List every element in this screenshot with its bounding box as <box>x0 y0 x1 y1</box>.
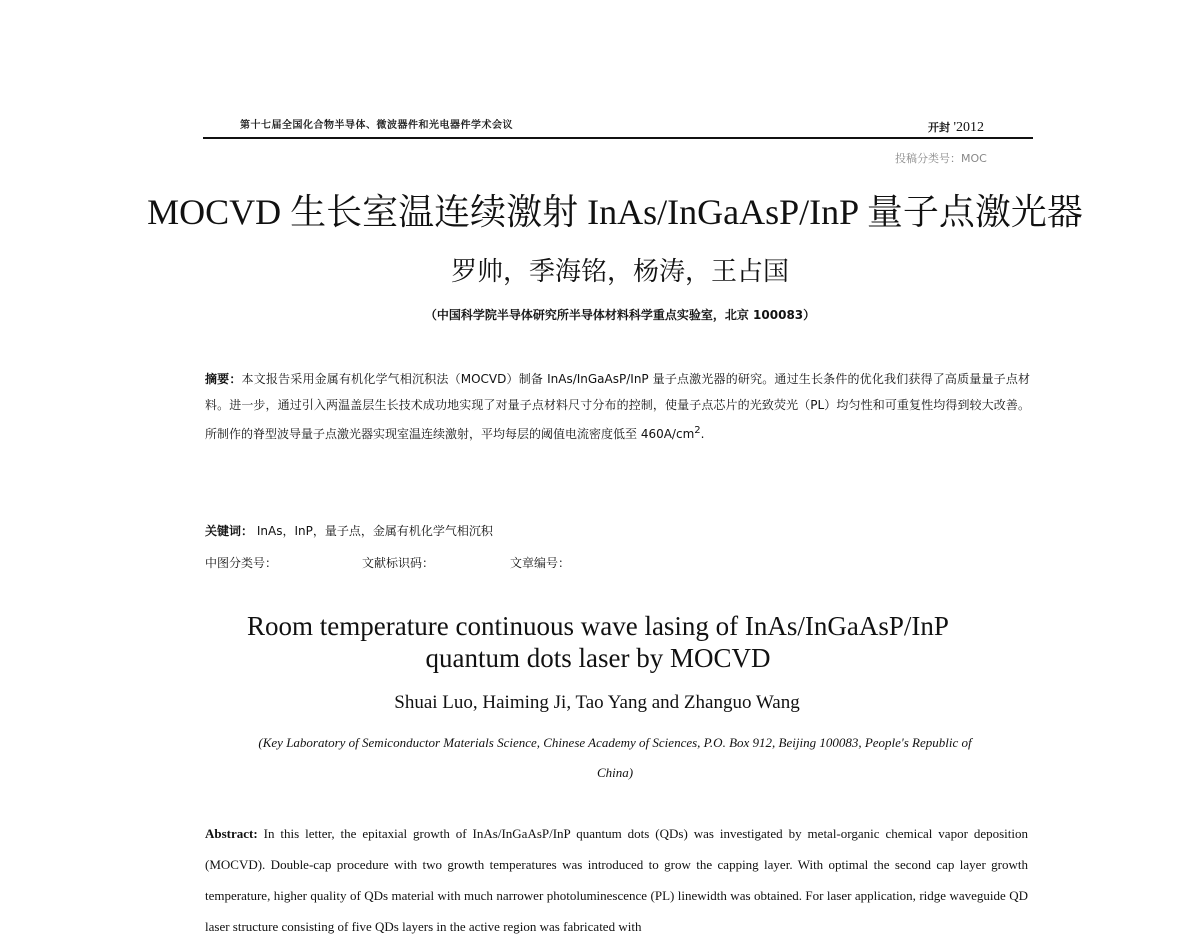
article-number-label: 文章编号： <box>510 556 571 570</box>
header-divider <box>203 137 1033 139</box>
chinese-authors: 罗帅，季海铭，杨涛，王占国 <box>450 257 789 287</box>
conference-header: 第十七届全国化合物半导体、微波器件和光电器件学术会议 <box>240 120 513 131</box>
english-title <box>0 610 1196 674</box>
english-title-line2: quantum dots laser by MOCVD <box>425 643 771 673</box>
chinese-keywords <box>205 522 493 539</box>
english-authors: Shuai Luo, Haiming Ji, Tao Yang and Zhanguo Wang <box>394 692 800 713</box>
chinese-affiliation: （中国科学院半导体研究所半导体材料科学重点实验室，北京 100083） <box>424 308 816 322</box>
english-abstract-text: In this letter, the epitaxial growth of InAs/InGaAsP/InP quantum dots (QDs) was investigated by metal-organic chemical vapor deposition (MOCVD). Double-cap procedure with two growth temperatures was introduced to grow the capping layer. With optimal the second cap layer growth temperature, higher quality of QDs material with much narrower photoluminescence (PL) linewidth was obtained. For laser application, ridge waveguide QD laser structure consisting of five QDs layers in the active region was fabricated with <box>205 826 1028 934</box>
chinese-abstract <box>205 366 1030 447</box>
conference-place: 开封 <box>928 121 950 134</box>
document-code-label: 文献标识码： <box>362 556 435 570</box>
english-affiliation <box>200 728 1030 788</box>
chinese-abstract-superscript: 2 <box>694 425 701 436</box>
chinese-keywords-label: 关键词： <box>205 524 254 538</box>
chinese-abstract-end: . <box>700 427 705 441</box>
chinese-abstract-text: 本文报告采用金属有机化学气相沉积法（MOCVD）制备 InAs/InGaAsP/InP 量子点激光器的研究。通过生长条件的优化我们获得了高质量量子点材料。进一步，通过引入两温盖层生长技术成功地实现了对量子点材料尺寸分布的控制，使量子点芯片的光致荧光（PL）均匀性和可重复性均得到较大改善。所制作的脊型波导量子点激光器实现室温连续激射，平均每层的阈值电流密度低至 460A/cm <box>205 372 1030 441</box>
english-abstract-label: Abstract: <box>205 826 258 841</box>
english-affiliation-line2: China) <box>596 765 634 780</box>
english-abstract <box>205 818 1028 942</box>
english-title-line1: Room temperature continuous wave lasing of InAs/InGaAsP/InP <box>247 611 949 641</box>
conference-year: '2012 <box>953 120 985 135</box>
english-affiliation-line1: (Key Laboratory of Semiconductor Materials Science, Chinese Academy of Sciences, P.O. Box 912, Beijing 100083, People's Republic of <box>258 735 972 750</box>
chinese-keywords-text: InAs，InP，量子点，金属有机化学气相沉积 <box>256 524 493 538</box>
clc-number-label: 中图分类号： <box>205 556 278 570</box>
conference-place-year <box>928 119 984 136</box>
chinese-title: MOCVD 生长室温连续激射 InAs/InGaAsP/InP 量子点激光器 <box>147 192 1083 232</box>
chinese-abstract-label: 摘要： <box>205 372 242 386</box>
classification-number: 投稿分类号：MOC <box>895 152 987 165</box>
